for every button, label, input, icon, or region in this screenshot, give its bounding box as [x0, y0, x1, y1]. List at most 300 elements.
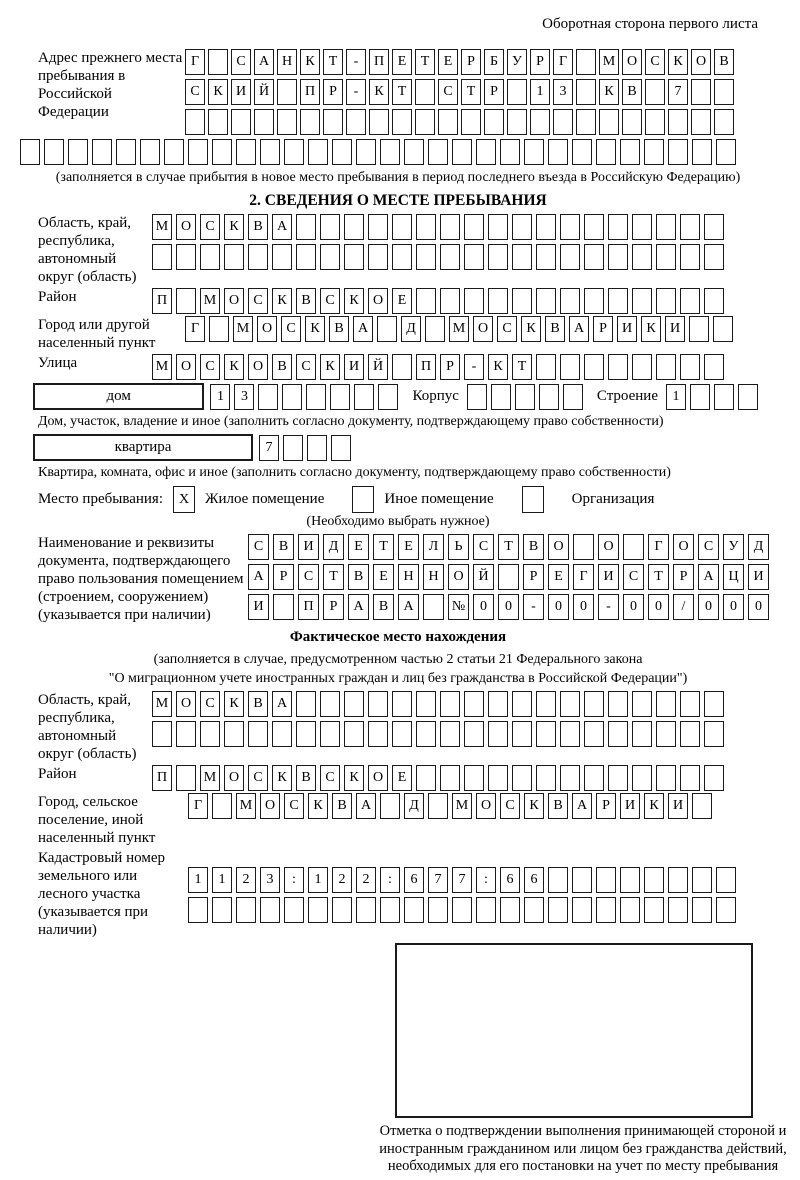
char-cell[interactable] — [188, 139, 208, 165]
char-cell[interactable]: С — [438, 79, 458, 105]
char-cell[interactable]: Д — [748, 534, 769, 560]
char-cell[interactable]: М — [152, 354, 172, 380]
char-cell[interactable]: А — [254, 49, 274, 75]
house-type-box[interactable]: дом — [33, 383, 204, 410]
char-cell[interactable] — [536, 691, 556, 717]
char-cell[interactable] — [524, 897, 544, 923]
char-cell[interactable]: С — [320, 288, 340, 314]
char-cell[interactable]: Р — [523, 564, 544, 590]
char-cell[interactable]: Е — [392, 49, 412, 75]
char-cell[interactable] — [260, 139, 280, 165]
char-cell[interactable] — [176, 765, 196, 791]
char-cell[interactable]: Т — [323, 564, 344, 590]
char-cell[interactable] — [668, 897, 688, 923]
char-cell[interactable]: 7 — [452, 867, 472, 893]
char-cell[interactable]: Д — [323, 534, 344, 560]
char-cell[interactable] — [380, 139, 400, 165]
char-cell[interactable]: К — [524, 793, 544, 819]
char-cell[interactable] — [536, 765, 556, 791]
char-cell[interactable]: О — [448, 564, 469, 590]
char-cell[interactable] — [308, 897, 328, 923]
char-cell[interactable] — [323, 109, 343, 135]
char-cell[interactable]: П — [152, 288, 172, 314]
char-cell[interactable]: С — [284, 793, 304, 819]
char-cell[interactable]: Г — [553, 49, 573, 75]
char-cell[interactable] — [704, 765, 724, 791]
char-cell[interactable]: О — [248, 354, 268, 380]
char-cell[interactable] — [307, 435, 327, 461]
char-cell[interactable]: О — [473, 316, 493, 342]
char-cell[interactable] — [415, 79, 435, 105]
char-cell[interactable] — [584, 691, 604, 717]
char-cell[interactable] — [560, 765, 580, 791]
char-cell[interactable]: Р — [484, 79, 504, 105]
char-cell[interactable] — [392, 214, 412, 240]
char-cell[interactable] — [282, 384, 302, 410]
char-cell[interactable]: С — [645, 49, 665, 75]
char-cell[interactable]: С — [623, 564, 644, 590]
char-cell[interactable]: М — [233, 316, 253, 342]
char-cell[interactable] — [573, 534, 594, 560]
char-cell[interactable] — [416, 244, 436, 270]
char-cell[interactable]: А — [348, 594, 369, 620]
char-cell[interactable]: И — [748, 564, 769, 590]
char-cell[interactable]: Д — [401, 316, 421, 342]
char-cell[interactable]: Н — [423, 564, 444, 590]
char-cell[interactable]: Й — [368, 354, 388, 380]
char-cell[interactable]: К — [369, 79, 389, 105]
char-cell[interactable] — [680, 244, 700, 270]
char-cell[interactable]: П — [152, 765, 172, 791]
char-cell[interactable] — [308, 139, 328, 165]
char-cell[interactable]: Р — [323, 79, 343, 105]
char-cell[interactable] — [680, 691, 700, 717]
char-cell[interactable]: И — [598, 564, 619, 590]
char-cell[interactable] — [283, 435, 303, 461]
char-cell[interactable]: О — [622, 49, 642, 75]
char-cell[interactable] — [488, 288, 508, 314]
char-cell[interactable]: С — [248, 288, 268, 314]
char-cell[interactable]: Е — [373, 564, 394, 590]
char-cell[interactable] — [461, 109, 481, 135]
char-cell[interactable]: : — [476, 867, 496, 893]
char-cell[interactable]: И — [344, 354, 364, 380]
char-cell[interactable] — [331, 435, 351, 461]
char-cell[interactable] — [704, 691, 724, 717]
char-cell[interactable] — [332, 897, 352, 923]
char-cell[interactable] — [644, 867, 664, 893]
char-cell[interactable]: Р — [323, 594, 344, 620]
char-cell[interactable] — [300, 109, 320, 135]
char-cell[interactable]: М — [200, 288, 220, 314]
char-cell[interactable] — [254, 109, 274, 135]
char-cell[interactable] — [690, 384, 710, 410]
char-cell[interactable]: 0 — [473, 594, 494, 620]
char-cell[interactable]: 6 — [500, 867, 520, 893]
char-cell[interactable] — [524, 139, 544, 165]
char-cell[interactable] — [272, 244, 292, 270]
char-cell[interactable] — [416, 765, 436, 791]
char-cell[interactable] — [507, 79, 527, 105]
char-cell[interactable]: К — [308, 793, 328, 819]
char-cell[interactable] — [692, 897, 712, 923]
char-cell[interactable]: О — [548, 534, 569, 560]
char-cell[interactable]: О — [368, 288, 388, 314]
char-cell[interactable] — [236, 897, 256, 923]
char-cell[interactable] — [212, 793, 232, 819]
char-cell[interactable] — [608, 354, 628, 380]
char-cell[interactable]: В — [545, 316, 565, 342]
char-cell[interactable]: М — [599, 49, 619, 75]
char-cell[interactable]: 3 — [260, 867, 280, 893]
char-cell[interactable] — [536, 354, 556, 380]
char-cell[interactable]: В — [248, 214, 268, 240]
char-cell[interactable] — [512, 691, 532, 717]
char-cell[interactable] — [423, 594, 444, 620]
char-cell[interactable] — [392, 691, 412, 717]
char-cell[interactable] — [623, 534, 644, 560]
char-cell[interactable]: 1 — [212, 867, 232, 893]
char-cell[interactable]: - — [464, 354, 484, 380]
char-cell[interactable] — [536, 214, 556, 240]
char-cell[interactable]: Г — [573, 564, 594, 590]
char-cell[interactable]: - — [346, 49, 366, 75]
char-cell[interactable]: 7 — [668, 79, 688, 105]
char-cell[interactable]: О — [691, 49, 711, 75]
char-cell[interactable] — [608, 721, 628, 747]
char-cell[interactable] — [716, 897, 736, 923]
char-cell[interactable]: В — [348, 564, 369, 590]
char-cell[interactable] — [476, 139, 496, 165]
char-cell[interactable]: Е — [392, 765, 412, 791]
char-cell[interactable] — [440, 691, 460, 717]
char-cell[interactable] — [572, 139, 592, 165]
char-cell[interactable] — [584, 354, 604, 380]
char-cell[interactable]: С — [231, 49, 251, 75]
char-cell[interactable]: Н — [277, 49, 297, 75]
char-cell[interactable]: В — [332, 793, 352, 819]
char-cell[interactable]: С — [248, 765, 268, 791]
char-cell[interactable]: 3 — [234, 384, 254, 410]
char-cell[interactable] — [645, 79, 665, 105]
char-cell[interactable] — [344, 721, 364, 747]
char-cell[interactable] — [330, 384, 350, 410]
char-cell[interactable]: П — [300, 79, 320, 105]
char-cell[interactable]: С — [296, 354, 316, 380]
char-cell[interactable] — [488, 765, 508, 791]
char-cell[interactable]: С — [473, 534, 494, 560]
char-cell[interactable]: А — [272, 214, 292, 240]
char-cell[interactable] — [680, 765, 700, 791]
char-cell[interactable] — [152, 244, 172, 270]
char-cell[interactable]: К — [224, 354, 244, 380]
char-cell[interactable] — [440, 244, 460, 270]
char-cell[interactable] — [356, 897, 376, 923]
char-cell[interactable] — [258, 384, 278, 410]
char-cell[interactable] — [416, 691, 436, 717]
char-cell[interactable]: И — [231, 79, 251, 105]
char-cell[interactable]: 1 — [666, 384, 686, 410]
char-cell[interactable] — [656, 721, 676, 747]
char-cell[interactable] — [691, 109, 711, 135]
char-cell[interactable] — [644, 897, 664, 923]
char-cell[interactable] — [622, 109, 642, 135]
char-cell[interactable] — [272, 721, 292, 747]
char-cell[interactable]: О — [368, 765, 388, 791]
char-cell[interactable] — [200, 244, 220, 270]
char-cell[interactable] — [620, 867, 640, 893]
char-cell[interactable]: 1 — [308, 867, 328, 893]
char-cell[interactable] — [488, 691, 508, 717]
char-cell[interactable] — [548, 139, 568, 165]
char-cell[interactable]: С — [200, 354, 220, 380]
char-cell[interactable] — [632, 691, 652, 717]
char-cell[interactable] — [608, 244, 628, 270]
char-cell[interactable]: А — [356, 793, 376, 819]
char-cell[interactable]: М — [152, 691, 172, 717]
char-cell[interactable] — [548, 867, 568, 893]
char-cell[interactable] — [248, 244, 268, 270]
char-cell[interactable] — [620, 139, 640, 165]
char-cell[interactable] — [416, 288, 436, 314]
char-cell[interactable]: С — [200, 214, 220, 240]
char-cell[interactable]: Н — [398, 564, 419, 590]
char-cell[interactable]: П — [298, 594, 319, 620]
char-cell[interactable]: П — [369, 49, 389, 75]
char-cell[interactable] — [644, 139, 664, 165]
char-cell[interactable] — [440, 214, 460, 240]
char-cell[interactable] — [632, 244, 652, 270]
char-cell[interactable] — [668, 867, 688, 893]
stay-type-checkbox-residential[interactable]: X — [173, 486, 195, 513]
char-cell[interactable] — [452, 139, 472, 165]
char-cell[interactable] — [488, 721, 508, 747]
char-cell[interactable] — [596, 897, 616, 923]
char-cell[interactable] — [656, 288, 676, 314]
char-cell[interactable] — [176, 244, 196, 270]
char-cell[interactable]: 0 — [648, 594, 669, 620]
char-cell[interactable]: А — [572, 793, 592, 819]
char-cell[interactable]: М — [452, 793, 472, 819]
char-cell[interactable] — [656, 765, 676, 791]
char-cell[interactable] — [188, 897, 208, 923]
char-cell[interactable] — [656, 244, 676, 270]
char-cell[interactable] — [428, 897, 448, 923]
char-cell[interactable] — [512, 765, 532, 791]
char-cell[interactable] — [212, 897, 232, 923]
char-cell[interactable] — [507, 109, 527, 135]
char-cell[interactable] — [464, 721, 484, 747]
char-cell[interactable] — [464, 765, 484, 791]
char-cell[interactable]: В — [296, 288, 316, 314]
char-cell[interactable]: К — [305, 316, 325, 342]
char-cell[interactable]: К — [208, 79, 228, 105]
char-cell[interactable] — [576, 49, 596, 75]
char-cell[interactable] — [692, 793, 712, 819]
char-cell[interactable] — [392, 721, 412, 747]
char-cell[interactable]: 6 — [404, 867, 424, 893]
char-cell[interactable] — [689, 316, 709, 342]
char-cell[interactable] — [248, 721, 268, 747]
char-cell[interactable]: С — [497, 316, 517, 342]
char-cell[interactable] — [152, 721, 172, 747]
char-cell[interactable] — [539, 384, 559, 410]
char-cell[interactable]: Б — [484, 49, 504, 75]
char-cell[interactable] — [369, 109, 389, 135]
char-cell[interactable]: 0 — [748, 594, 769, 620]
char-cell[interactable]: В — [714, 49, 734, 75]
stay-type-checkbox-other[interactable] — [352, 486, 374, 513]
char-cell[interactable] — [584, 765, 604, 791]
char-cell[interactable]: - — [523, 594, 544, 620]
char-cell[interactable]: С — [248, 534, 269, 560]
char-cell[interactable] — [692, 867, 712, 893]
char-cell[interactable] — [530, 109, 550, 135]
char-cell[interactable] — [704, 354, 724, 380]
char-cell[interactable] — [273, 594, 294, 620]
char-cell[interactable] — [512, 244, 532, 270]
char-cell[interactable]: Р — [461, 49, 481, 75]
char-cell[interactable]: О — [260, 793, 280, 819]
char-cell[interactable]: К — [300, 49, 320, 75]
char-cell[interactable] — [632, 721, 652, 747]
char-cell[interactable]: А — [569, 316, 589, 342]
char-cell[interactable] — [645, 109, 665, 135]
char-cell[interactable]: К — [641, 316, 661, 342]
char-cell[interactable] — [680, 214, 700, 240]
char-cell[interactable]: : — [284, 867, 304, 893]
char-cell[interactable] — [584, 244, 604, 270]
char-cell[interactable] — [716, 867, 736, 893]
char-cell[interactable] — [416, 721, 436, 747]
char-cell[interactable]: К — [272, 288, 292, 314]
char-cell[interactable] — [553, 109, 573, 135]
char-cell[interactable] — [92, 139, 112, 165]
char-cell[interactable]: В — [622, 79, 642, 105]
char-cell[interactable] — [716, 139, 736, 165]
char-cell[interactable]: 1 — [210, 384, 230, 410]
char-cell[interactable] — [440, 765, 460, 791]
char-cell[interactable]: - — [598, 594, 619, 620]
char-cell[interactable] — [713, 316, 733, 342]
char-cell[interactable] — [692, 139, 712, 165]
char-cell[interactable]: О — [176, 214, 196, 240]
char-cell[interactable] — [560, 721, 580, 747]
char-cell[interactable]: В — [548, 793, 568, 819]
char-cell[interactable]: Т — [415, 49, 435, 75]
char-cell[interactable] — [464, 244, 484, 270]
char-cell[interactable] — [260, 897, 280, 923]
char-cell[interactable] — [277, 79, 297, 105]
char-cell[interactable] — [536, 244, 556, 270]
char-cell[interactable] — [632, 288, 652, 314]
char-cell[interactable]: Т — [461, 79, 481, 105]
char-cell[interactable]: 1 — [530, 79, 550, 105]
char-cell[interactable] — [380, 897, 400, 923]
char-cell[interactable] — [284, 139, 304, 165]
char-cell[interactable] — [488, 244, 508, 270]
char-cell[interactable]: Г — [188, 793, 208, 819]
char-cell[interactable] — [380, 793, 400, 819]
char-cell[interactable]: Г — [185, 316, 205, 342]
char-cell[interactable] — [704, 244, 724, 270]
char-cell[interactable] — [491, 384, 511, 410]
char-cell[interactable] — [44, 139, 64, 165]
char-cell[interactable]: С — [500, 793, 520, 819]
char-cell[interactable] — [584, 214, 604, 240]
char-cell[interactable] — [680, 354, 700, 380]
char-cell[interactable]: Е — [548, 564, 569, 590]
char-cell[interactable]: 6 — [524, 867, 544, 893]
char-cell[interactable] — [512, 214, 532, 240]
char-cell[interactable]: К — [521, 316, 541, 342]
char-cell[interactable] — [200, 721, 220, 747]
char-cell[interactable]: 0 — [573, 594, 594, 620]
char-cell[interactable] — [572, 897, 592, 923]
char-cell[interactable] — [116, 139, 136, 165]
char-cell[interactable]: В — [273, 534, 294, 560]
char-cell[interactable] — [548, 897, 568, 923]
char-cell[interactable]: 1 — [188, 867, 208, 893]
char-cell[interactable]: С — [298, 564, 319, 590]
char-cell[interactable] — [656, 214, 676, 240]
char-cell[interactable] — [620, 897, 640, 923]
char-cell[interactable]: В — [373, 594, 394, 620]
char-cell[interactable] — [20, 139, 40, 165]
char-cell[interactable]: О — [176, 354, 196, 380]
char-cell[interactable] — [500, 139, 520, 165]
char-cell[interactable] — [464, 691, 484, 717]
char-cell[interactable] — [176, 721, 196, 747]
char-cell[interactable] — [467, 384, 487, 410]
char-cell[interactable] — [368, 214, 388, 240]
char-cell[interactable]: Д — [404, 793, 424, 819]
char-cell[interactable] — [680, 288, 700, 314]
char-cell[interactable] — [356, 139, 376, 165]
char-cell[interactable] — [277, 109, 297, 135]
char-cell[interactable]: М — [152, 214, 172, 240]
char-cell[interactable] — [498, 564, 519, 590]
char-cell[interactable]: И — [617, 316, 637, 342]
char-cell[interactable]: Р — [673, 564, 694, 590]
char-cell[interactable] — [563, 384, 583, 410]
char-cell[interactable] — [560, 354, 580, 380]
char-cell[interactable] — [320, 691, 340, 717]
char-cell[interactable] — [332, 139, 352, 165]
char-cell[interactable]: У — [507, 49, 527, 75]
char-cell[interactable] — [296, 244, 316, 270]
char-cell[interactable]: № — [448, 594, 469, 620]
char-cell[interactable] — [392, 109, 412, 135]
char-cell[interactable]: Р — [596, 793, 616, 819]
char-cell[interactable] — [704, 721, 724, 747]
char-cell[interactable] — [208, 49, 228, 75]
char-cell[interactable] — [346, 109, 366, 135]
char-cell[interactable]: Й — [254, 79, 274, 105]
char-cell[interactable] — [209, 316, 229, 342]
char-cell[interactable]: В — [248, 691, 268, 717]
char-cell[interactable]: В — [272, 354, 292, 380]
char-cell[interactable] — [68, 139, 88, 165]
char-cell[interactable] — [224, 244, 244, 270]
char-cell[interactable]: 7 — [259, 435, 279, 461]
char-cell[interactable] — [231, 109, 251, 135]
char-cell[interactable]: О — [257, 316, 277, 342]
char-cell[interactable] — [377, 316, 397, 342]
char-cell[interactable] — [484, 109, 504, 135]
char-cell[interactable] — [344, 691, 364, 717]
char-cell[interactable] — [320, 214, 340, 240]
